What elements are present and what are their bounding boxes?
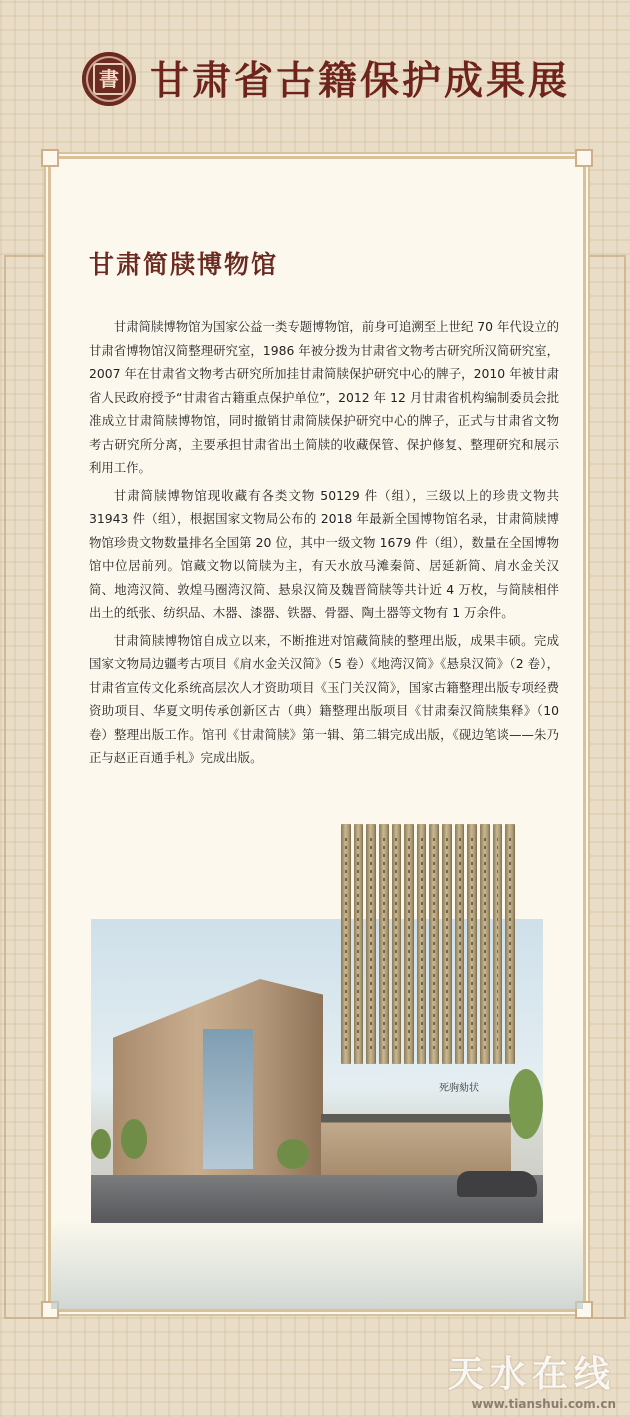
slips-caption: 死驹劾状 — [439, 1083, 479, 1094]
content-panel — [48, 156, 586, 1312]
tree — [91, 1129, 111, 1159]
tree — [121, 1119, 147, 1159]
bamboo-slip — [392, 824, 402, 1064]
paragraph-1: 甘肃简牍博物馆为国家公益一类专题博物馆，前身可追溯至上世纪 70 年代设立的甘肃省博物馆汉简整理研究室，1986 年被分拨为甘肃省文物考古研究所汉简研究室，2007 年在甘肃省文物考古研究所加挂甘肃简牍保护研究中心的牌子，2010 年被甘肃省人民政府授予“甘肃省古籍重点保护单位”，2012 年 12 月甘肃省机构编制委员会批准成立甘肃简牍博物馆，同时撤销甘肃简牍保护研究中心的牌子，正式与甘肃省文物考古研究所分离，主要承担甘肃省出土简牍的收藏保管、保护修复、整理研究和展示利用工作。 — [89, 319, 559, 475]
tree — [277, 1139, 309, 1169]
paragraph-2: 甘肃简牍博物馆现收藏有各类文物 50129 件（组），三级以上的珍贵文物共 31943 件（组），根据国家文物局公布的 2018 年最新全国博物馆名录，甘肃简牍博物馆珍贵文物数量排名全国第 20 位，其中一级文物 1679 件（组），数量在全国博物馆中位居前列。馆藏文物以简牍为主，有天水放马滩秦简、居延新简、肩水金关汉简、地湾汉简、敦煌马圈湾汉简、悬泉汉简及魏晋简牍等共计近 4 万枚，与简牍相伴出土的纸张、纺织品、木器、漆器、铁器、骨器、陶土器等文物有 1 万余件。 — [89, 487, 559, 620]
section-title: 甘肃简牍博物馆 — [89, 250, 279, 279]
building-wing — [321, 1114, 511, 1176]
banner-title: 甘肃省古籍保护成果展 — [150, 58, 571, 104]
bamboo-slip — [354, 824, 364, 1064]
car — [457, 1171, 537, 1197]
bamboo-slip — [379, 824, 389, 1064]
building-glass-facade — [203, 1029, 253, 1169]
corner-ornament — [41, 149, 59, 167]
left-decorative-frame — [4, 255, 46, 1319]
mountain-landscape-decoration — [51, 1219, 583, 1309]
site-watermark — [448, 1346, 616, 1411]
tree — [509, 1069, 543, 1139]
bamboo-slip — [404, 824, 414, 1064]
watermark-url: www.tianshui.com.cn — [471, 1397, 616, 1411]
bamboo-slip — [442, 824, 452, 1064]
bamboo-slips-photo — [341, 824, 515, 1064]
exhibition-banner — [0, 0, 630, 150]
bamboo-slip — [429, 824, 439, 1064]
seal-glyph: 書 — [93, 63, 125, 95]
bamboo-slip — [341, 824, 351, 1064]
article-body — [89, 315, 559, 774]
bamboo-slip — [480, 824, 490, 1064]
bamboo-slip — [493, 824, 503, 1064]
paragraph-3: 甘肃简牍博物馆自成立以来，不断推进对馆藏简牍的整理出版，成果丰硕。完成国家文物局边疆考古项目《肩水金关汉简》（5 卷）《地湾汉简》《悬泉汉简》（2 卷），甘肃省宣传文化系统高层次人才资助项目《玉门关汉简》，国家古籍整理出版专项经费资助项目、华夏文明传承创新区古（典）籍整理出版项目《甘肃秦汉简牍集释》（10 卷）整理出版工作。馆刊《甘肃简牍》第一辑、第二辑完成出版，《砚边笔谈——朱乃正与赵正百通手札》完成出版。 — [89, 632, 559, 765]
bamboo-slip — [455, 824, 465, 1064]
bamboo-slip — [417, 824, 427, 1064]
right-decorative-frame — [584, 255, 626, 1319]
bamboo-slip — [505, 824, 515, 1064]
seal-logo-icon — [82, 52, 136, 106]
bamboo-slip — [366, 824, 376, 1064]
bamboo-slip — [467, 824, 477, 1064]
corner-ornament — [575, 149, 593, 167]
watermark-text: 天水在线 — [447, 1354, 616, 1395]
